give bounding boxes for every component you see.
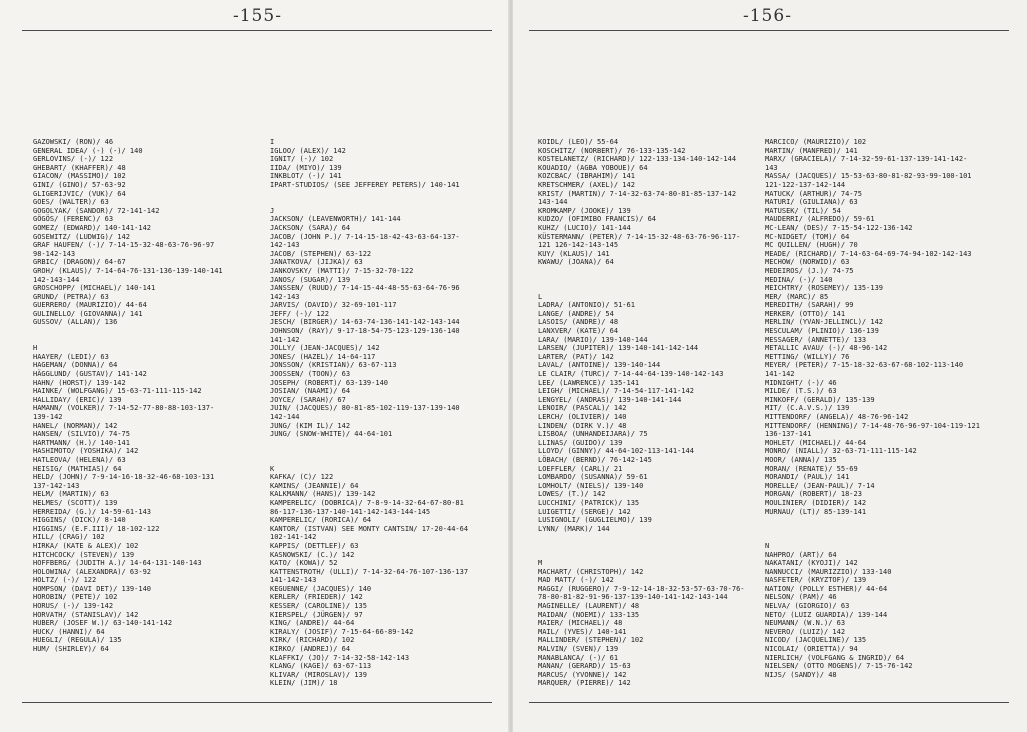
index-entry: LUCCHINI/ (PATRICK)/ 135 <box>538 498 640 507</box>
index-entry: HAINKE/ (WOLFGANG)/ 15-63-71-111-115-142 <box>33 387 202 396</box>
index-entry: LARSEN/ (JUPITER)/ 139-140-141-142-144 <box>538 344 699 353</box>
index-entry: JUIN/ (JACQUES)/ 80-81-85-102-119-137-139-140 <box>270 404 460 413</box>
index-entry: KALKMANN/ (HANS)/ 139-142 <box>270 490 376 499</box>
index-entry: KUY/ (KLAUS)/ 141 <box>538 249 610 258</box>
index-entry: JUNG/ (SNOW-WHITE)/ 44-64-101 <box>270 430 393 439</box>
index-entry: MOOR/ (ANNA)/ 135 <box>765 455 837 464</box>
index-entry: METTING/ (WILLY)/ 76 <box>765 352 850 361</box>
index-entry: JOLLY/ (JEAN-JACQUES)/ 142 <box>270 344 380 353</box>
index-entry: 121-122-137-142-144 <box>765 180 846 189</box>
index-entry: HOLOWINA/ (ALEXANDRA)/ 63-92 <box>33 567 152 576</box>
index-entry: 139-142 <box>33 413 63 421</box>
index-entry: HOROBIN/ (PETE)/ 102 <box>33 593 118 602</box>
index-entry: HEISIG/ (MATHIAS)/ 64 <box>33 464 122 473</box>
index-entry: KLIVAR/ (MIROSLAV)/ 139 <box>270 670 367 679</box>
index-entry: NELSON/ (PAM)/ 46 <box>765 593 837 602</box>
index-entry: KIRALY/ (JOSIF)/ 7-15-64-66-89-142 <box>270 627 414 636</box>
index-entry: LEE/ (LAWRENCE)/ 135-141 <box>538 378 640 387</box>
index-entry: NEUMANN/ (W.N.)/ 63 <box>765 619 846 628</box>
index-entry: JANOS/ (SUGAR)/ 139 <box>270 275 351 284</box>
index-entry: 98-142-143 <box>33 249 76 258</box>
index-entry: KAFKA/ (C)/ 122 <box>270 473 334 482</box>
left-page <box>0 0 510 732</box>
index-entry: NIJS/ (SANDY)/ 48 <box>765 670 837 679</box>
index-entry: MORANDI/ (PAUL)/ 141 <box>765 473 850 482</box>
index-entry: MEDINA/ (-)/ 140 <box>765 275 833 284</box>
index-entry: MATUCK/ (ARTHUR)/ 74-75 <box>765 189 862 198</box>
index-entry: MOHLET/ (MICHAEL)/ 44-64 <box>765 438 867 447</box>
index-entry: 142-143-144 <box>33 275 80 284</box>
index-entry: KEGUENNE/ (JACQUES)/ 140 <box>270 584 372 593</box>
index-entry: MINKOFF/ (GERALD)/ 135-139 <box>765 395 875 404</box>
index-entry: MATURI/ (GIULIANA)/ 63 <box>765 198 858 207</box>
index-entry: HORUS/ (-)/ 139-142 <box>33 602 114 611</box>
index-entry: MECHOW/ (NORWID)/ 63 <box>765 258 850 267</box>
index-entry: HAAYER/ (LEDI)/ 63 <box>33 352 109 361</box>
index-entry: 136-137-141 <box>765 430 812 439</box>
index-entry: KATO/ (KOWA)/ 52 <box>270 559 338 568</box>
blank-line <box>538 551 778 560</box>
index-entry: HAGEMAN/ (DONNA)/ 64 <box>33 361 118 370</box>
index-entry: NANNUCCI/ (MAURIZZIO)/ 133-140 <box>765 567 892 576</box>
index-entry: LAVAL/ (ANTOINE)/ 139-140-144 <box>538 361 661 370</box>
index-entry: 143 <box>765 163 778 172</box>
index-entry: HANSEN/ (SILVIO)/ 74-75 <box>33 430 130 439</box>
index-entry: HÄGGLUND/ (GUSTAV)/ 141-142 <box>33 370 147 379</box>
index-entry: GOSEWITZ/ (LUDWIG)/ 142 <box>33 232 130 241</box>
index-entry: JANSSEN/ (RUUD)/ 7-14-15-44-48-55-63-64-76-96 <box>270 284 460 293</box>
index-entry: HALLIDAY/ (ERIC)/ 139 <box>33 395 122 404</box>
top-rule-right <box>529 30 1009 31</box>
index-entry: MARTIN/ (MANFRED)/ 141 <box>765 146 858 155</box>
blank-line <box>33 327 263 336</box>
index-entry: MER/ (MARC)/ 85 <box>765 292 829 301</box>
index-entry: MITTENDORF/ (ANGELA)/ 48-76-96-142 <box>765 413 909 421</box>
blank-line <box>270 190 508 199</box>
index-entry: IPART-STUDIOS/ (SEE JEFFEREY PETERS)/ 140-141 <box>270 180 460 189</box>
index-entry: HATLEOVA/ (HELENA)/ 63 <box>33 455 126 464</box>
index-entry: MEREDITH/ (SARAH)/ 99 <box>765 301 854 310</box>
index-entry: 121 126-142-143-145 <box>538 241 619 250</box>
index-entry: MEYER/ (PETER)/ 7-15-18-32-63-67-68-102-113-140 <box>765 361 964 370</box>
index-entry: KOIDL/ (LEO)/ 55-64 <box>538 138 619 146</box>
index-entry: JUNG/ (KIM IL)/ 142 <box>270 421 351 430</box>
index-entry: KOSTELANETZ/ (RICHARD)/ 122-133-134-140-142-144 <box>538 155 737 164</box>
index-entry: MORAN/ (RENATE)/ 55-69 <box>765 464 858 473</box>
index-entry: GROSCHOPP/ (MICHAEL)/ 140-141 <box>33 284 156 293</box>
index-entry: HIRKA/ (KATE & ALEX)/ 102 <box>33 541 139 550</box>
index-entry: LÖBACH/ (BERND)/ 76-142-145 <box>538 455 652 464</box>
index-entry: JANATKOVA/ (JIJKA)/ 63 <box>270 258 363 267</box>
index-entry: LE CLAIR/ (TURC)/ 7-14-44-64-139-140-142-143 <box>538 370 724 379</box>
index-entry: JACKSON/ (SARA)/ 64 <box>270 223 351 232</box>
index-entry: HILL/ (CRAG)/ 102 <box>33 533 105 542</box>
index-entry: KAPPIS/ (DETTLEF)/ 63 <box>270 541 359 550</box>
index-entry: HUEGLI/ (REGULA)/ 135 <box>33 636 122 645</box>
blank-line <box>270 456 508 465</box>
index-entry: NICOLAI/ (ORIETTA)/ 94 <box>765 645 858 654</box>
index-entry: MURNAU/ (LT)/ 85-139-141 <box>765 507 867 516</box>
index-entry: 78-80-81-82-91-96-137-139-140-141-142-143-144 <box>538 593 728 602</box>
index-entry: JONES/ (HAZEL)/ 14-64-117 <box>270 352 376 361</box>
index-entry: NICOD/ (JACQUELINE)/ 135 <box>765 636 867 645</box>
index-entry: MAUDERRI/ (ALFREDO)/ 59-61 <box>765 215 875 224</box>
index-entry: HASHIMOTO/ (YOSHIKA)/ 142 <box>33 447 139 456</box>
index-entry: MARCUS/ (YVONNE)/ 142 <box>538 670 627 679</box>
index-entry: JEFF/ (-)/ 122 <box>270 309 330 318</box>
index-entry: GROH/ (KLAUS)/ 7-14-64-76-131-136-139-140-141 <box>33 266 223 275</box>
index-entry: GAZOWSKI/ (RON)/ 46 <box>33 138 114 146</box>
index-entry: JOSEPH/ (ROBERT)/ 63-139-140 <box>270 378 389 387</box>
index-entry: 143-144 <box>538 198 568 207</box>
index-entry: KOSCHITZ/ (NORBERT)/ 76-133-135-142 <box>538 146 686 155</box>
blank-line <box>765 525 1025 534</box>
index-entry: INKBLOT/ (-)/ 141 <box>270 172 342 181</box>
index-entry: MAGGI/ (RUGGERO)/ 7-9-12-14-18-32-53-57-63-70-76- <box>538 584 745 593</box>
index-column <box>538 138 778 688</box>
index-entry: KLEIN/ (JIM)/ 18 <box>270 679 338 688</box>
index-entry: MAD MATT/ (-)/ 142 <box>538 576 614 585</box>
index-entry: NELVA/ (GIORGIO)/ 63 <box>765 602 850 611</box>
index-column <box>765 138 1025 679</box>
index-entry: MERLIN/ (YVAN-JELLINCL)/ 142 <box>765 318 884 327</box>
index-entry: KRETSCHMER/ (AXEL)/ 142 <box>538 180 635 189</box>
index-entry: JOSIAN/ (NAAMI)/ 64 <box>270 387 351 396</box>
index-entry: MATUSEK/ (TIL)/ 54 <box>765 206 841 215</box>
blank-line <box>270 447 508 456</box>
index-entry: NASFETER/ (KRYZTOF)/ 139 <box>765 576 867 585</box>
index-entry: 142-144 <box>270 413 300 421</box>
index-entry: JOYCE/ (SARAH)/ 67 <box>270 395 346 404</box>
index-letter-heading: J <box>270 206 275 215</box>
index-entry: GINI/ (GINO)/ 57-63-92 <box>33 180 126 189</box>
index-entry: KOUADIO/ (AGBA YOBOUE)/ 64 <box>538 163 648 172</box>
index-entry: MOULINIER/ (DIDIER)/ 142 <box>765 498 867 507</box>
index-entry: MERKER/ (OTTO)/ 141 <box>765 309 846 318</box>
index-entry: MARCICO/ (MAURIZIO)/ 102 <box>765 138 867 146</box>
index-entry: KING/ (ANDRE)/ 44-64 <box>270 619 355 628</box>
index-entry: LINDEN/ (DIRK V.)/ 48 <box>538 421 627 430</box>
index-entry: HARTMANN/ (H.)/ 140-141 <box>33 438 130 447</box>
blank-line <box>270 439 508 448</box>
index-entry: 141-142-143 <box>270 576 317 585</box>
index-entry: KÜSTERMANN/ (PETER)/ 7-14-15-32-48-63-76-96-117- <box>538 232 741 241</box>
index-entry: KUHZ/ (LUCIO)/ 141-144 <box>538 223 631 232</box>
index-entry: KERLER/ (FRIEDER)/ 142 <box>270 593 363 602</box>
blank-line <box>538 533 778 542</box>
index-entry: MESSAGER/ (ANNETTE)/ 133 <box>765 335 867 344</box>
index-entry: LASOIS/ (ANDRE)/ 48 <box>538 318 619 327</box>
index-entry: MACHART/ (CHRISTOPH)/ 142 <box>538 567 644 576</box>
index-entry: KATTENSTROTH/ (ULLI)/ 7-14-32-64-76-107-136-137 <box>270 567 469 576</box>
index-entry: LEIGH/ (MICHAEL)/ 7-14-54-117-141-142 <box>538 387 694 396</box>
index-entry: LISBOA/ (UNHANDEIJARA)/ 75 <box>538 430 648 439</box>
index-entry: LOEFFLER/ (CARL)/ 21 <box>538 464 623 473</box>
index-letter-heading: I <box>270 138 275 146</box>
page-number-right: -156- <box>743 6 792 26</box>
index-entry: GENERAL IDEA/ (-) (-)/ 140 <box>33 146 143 155</box>
index-entry: JOOSSEN/ (TOON)/ 63 <box>270 370 351 379</box>
index-entry: HITCHCOCK/ (STEVEN)/ 139 <box>33 550 135 559</box>
index-entry: HOMPSON/ (DAVI DET)/ 139-140 <box>33 584 152 593</box>
index-entry: HAMANN/ (VOLKER)/ 7-14-52-77-80-88-103-137- <box>33 404 215 413</box>
index-entry: GHEBART/ (KHAFFER)/ 48 <box>33 163 126 172</box>
index-entry: NAHPRO/ (ART)/ 64 <box>765 550 837 559</box>
index-entry: JACKSON/ (LEAVENWORTH)/ 141-144 <box>270 215 401 224</box>
index-entry: KUDZO/ (OFIMIBO FRANCIS)/ 64 <box>538 215 657 224</box>
index-entry: MEDEIROS/ (J.)/ 74-75 <box>765 266 854 275</box>
blank-line <box>33 336 263 345</box>
index-entry: NEVERO/ (LUIZ)/ 142 <box>765 627 846 636</box>
index-entry: MALLINDER/ (STEPHEN)/ 102 <box>538 636 644 645</box>
index-entry: HIGGINS/ (E.F.III)/ 18-102-122 <box>33 524 160 533</box>
index-entry: LOMHOLT/ (NIELS)/ 139-140 <box>538 481 644 490</box>
index-entry: LUSIGNOLI/ (GUGLIELMO)/ 139 <box>538 516 652 525</box>
index-letter-heading: N <box>765 541 770 550</box>
index-letter-heading: L <box>538 292 543 301</box>
blank-line <box>538 284 778 293</box>
index-column <box>270 138 508 688</box>
index-entry: LYNN/ (MARK)/ 144 <box>538 524 610 533</box>
index-entry: 141-142 <box>765 370 795 379</box>
index-entry: HELD/ (JOHN)/ 7-9-14-16-18-32-46-68-103-131 <box>33 473 215 482</box>
index-entry: HIGGINS/ (DICK)/ 8-140 <box>33 516 126 525</box>
blank-line <box>538 276 778 285</box>
index-entry: LUIGETTI/ (SERGE)/ 142 <box>538 507 631 516</box>
index-column <box>33 138 263 654</box>
blank-line <box>538 267 778 276</box>
index-entry: LERCH/ (OLIVIER)/ 140 <box>538 413 627 421</box>
top-rule-left <box>22 30 492 31</box>
index-entry: NIELSEN/ (OTTO MOGENS)/ 7-15-76-142 <box>765 662 913 671</box>
index-entry: HELM/ (MARTIN)/ 63 <box>33 490 109 499</box>
index-entry: GOES/ (WALTER)/ 63 <box>33 198 109 207</box>
index-entry: JACOB/ (JOHN P.)/ 7-14-15-18-42-43-63-64-137- <box>270 232 460 241</box>
index-entry: KLANG/ (KAGE)/ 63-67-113 <box>270 662 372 671</box>
index-entry: MAIER/ (MICHAEL)/ 48 <box>538 619 623 628</box>
index-entry: MITTENDORF/ (HENNING)/ 7-14-48-76-96-97-104-119-121 <box>765 421 980 430</box>
index-entry: 141-142 <box>270 335 300 344</box>
index-entry: MORGAN/ (ROBERT)/ 18-23 <box>765 490 862 499</box>
index-entry: 102-141-142 <box>270 533 317 542</box>
index-entry: GRAF HAUFEN/ (-)/ 7-14-15-32-48-63-76-96-97 <box>33 241 215 250</box>
index-entry: MEICHTRY/ (ROSEMEY)/ 135-139 <box>765 284 884 293</box>
index-entry: MESCULAM/ (PLINIO)/ 136-139 <box>765 327 879 336</box>
bottom-rule-left <box>22 702 492 703</box>
index-entry: MORELLE/ (JEAN-PAUL)/ 7-14 <box>765 481 875 490</box>
index-entry: 142-143 <box>270 241 300 250</box>
index-entry: NAKATANI/ (KYOJI)/ 142 <box>765 559 858 568</box>
index-entry: MANABLANCA/ (-)/ 61 <box>538 653 619 662</box>
index-entry: LARA/ (MARIO)/ 139-140-144 <box>538 335 648 344</box>
index-entry: LENGYEL/ (ANDRAS)/ 139-140-141-144 <box>538 395 682 404</box>
index-entry: METALLIC AVAU/ (-)/ 48-96-142 <box>765 344 888 353</box>
index-entry: GRUND/ (PETRA)/ 63 <box>33 292 109 301</box>
index-entry: LANXVER/ (KATE)/ 64 <box>538 327 619 336</box>
index-entry: KOZCBAC/ (IBRAHIM)/ 141 <box>538 172 635 181</box>
index-entry: IIDA/ (MIYO)/ 139 <box>270 163 342 172</box>
index-entry: MARX/ (GRACIELA)/ 7-14-32-59-61-137-139-141-142- <box>765 155 968 164</box>
blank-line <box>765 516 1025 525</box>
index-entry: GOGOLYAK/ (SANDOR)/ 72-141-142 <box>33 206 160 215</box>
index-entry: GÖGÖS/ (FERENC)/ 63 <box>33 215 114 224</box>
index-entry: MIT/ (C.A.V.S.)/ 139 <box>765 404 850 413</box>
index-entry: GRBIC/ (DRAGON)/ 64-67 <box>33 258 126 267</box>
index-entry: JACOB/ (STEPHEN)/ 63-122 <box>270 249 372 258</box>
index-entry: LARTER/ (PAT)/ 142 <box>538 352 614 361</box>
index-entry: IGLOO/ (ALEX)/ 142 <box>270 146 346 155</box>
index-entry: IGNIT/ (-)/ 102 <box>270 155 334 164</box>
bottom-rule-right <box>529 702 1009 703</box>
index-entry: MONRO/ (NIALL)/ 32-63-71-111-115-142 <box>765 447 917 456</box>
index-entry: GIACON/ (MASSIMO)/ 102 <box>33 172 126 181</box>
index-entry: MILDE/ (T.S.)/ 63 <box>765 387 837 396</box>
index-entry: KIERSPEL/ (JÜRGEN)/ 97 <box>270 610 363 619</box>
index-entry: KAMPERELIC/ (DOBRICA)/ 7-8-9-14-32-64-67-80-81 <box>270 498 464 507</box>
index-entry: LANGE/ (ANDRE)/ 54 <box>538 309 614 318</box>
index-entry: HOFFBERG/ (JUDITH A.)/ 14-64-131-140-143 <box>33 559 202 568</box>
index-entry: MANAN/ (GERARD)/ 15-63 <box>538 662 631 671</box>
index-entry: HOLTZ/ (-)/ 122 <box>33 576 97 585</box>
index-entry: KAMPERELIC/ (RORICA)/ 64 <box>270 516 372 525</box>
index-entry: 142-143 <box>270 292 300 301</box>
index-entry: KAMINS/ (JEANNIE)/ 64 <box>270 481 359 490</box>
index-entry: HANEL/ (NORMAN)/ 142 <box>33 421 118 430</box>
index-entry: LOWES/ (T.)/ 142 <box>538 490 606 499</box>
index-entry: LADRA/ (ANTONIO)/ 51-61 <box>538 301 635 310</box>
index-entry: KANTOR/ (ISTVAN) SEE MONTY CANTSIN/ 17-20-44-64 <box>270 524 469 533</box>
index-entry: HORVATH/ (STANISLAV)/ 142 <box>33 610 139 619</box>
blank-line <box>270 198 508 207</box>
index-entry: GOMEZ/ (EDWARD)/ 140-141-142 <box>33 223 152 232</box>
index-entry: LLOYD/ (GINNY)/ 44-64-102-113-141-144 <box>538 447 694 456</box>
index-letter-heading: M <box>538 559 543 568</box>
index-entry: JANKOVSKY/ (MATTI)/ 7-15-32-70-122 <box>270 266 414 275</box>
index-entry: HERREIDA/ (G.)/ 14-59-61-143 <box>33 507 152 516</box>
index-entry: MIDNIGHT/ (-)/ 46 <box>765 378 837 387</box>
index-entry: JOHNSON/ (RAY)/ 9-17-18-54-75-123-129-136-140 <box>270 327 460 336</box>
blank-line <box>538 542 778 551</box>
index-entry: KWAWU/ (JOANA)/ 64 <box>538 258 614 267</box>
index-entry: LENOIR/ (PASCAL)/ 142 <box>538 404 627 413</box>
index-entry: MEADE/ (RICHARD)/ 7-14-63-64-69-74-94-102-142-143 <box>765 249 972 258</box>
index-entry: MC-NIDGET/ (TOM)/ 64 <box>765 232 850 241</box>
index-entry: MARQUER/ (PIERRE)/ 142 <box>538 679 631 688</box>
index-entry: HUBER/ (JOSEF W.)/ 63-140-141-142 <box>33 619 173 628</box>
index-entry: LOMBARDO/ (SUSANNA)/ 59-61 <box>538 473 648 482</box>
index-entry: GLIGERIJVIC/ (VUK)/ 64 <box>33 189 126 198</box>
index-entry: HUCK/ (HANNI)/ 64 <box>33 627 105 636</box>
index-entry: JARVIS/ (DAVID)/ 32-69-101-117 <box>270 301 397 310</box>
page-number-left: -155- <box>233 6 282 26</box>
index-entry: NATION/ (POLLY ESTHER)/ 44-64 <box>765 584 888 593</box>
index-entry: GERLOVINS/ (-)/ 122 <box>33 155 114 164</box>
index-entry: GUSSOV/ (ALLAN)/ 136 <box>33 318 118 327</box>
index-entry: KLAFFKI/ (JO)/ 7-14-32-58-142-143 <box>270 653 410 662</box>
index-entry: MAGINELLE/ (LAURENT)/ 48 <box>538 602 640 611</box>
index-entry: NETO/ (LUIZ GUARDIA)/ 139-144 <box>765 610 888 619</box>
index-letter-heading: H <box>33 344 38 353</box>
index-entry: KIRK/ (RICHARD)/ 102 <box>270 636 355 645</box>
index-entry: MALVIN/ (SVEN)/ 139 <box>538 645 619 654</box>
index-entry: KESSER/ (CAROLINE)/ 135 <box>270 602 367 611</box>
index-entry: LLINAS/ (GUIDO)/ 139 <box>538 438 623 447</box>
index-entry: JESCH/ (BIRGER)/ 14-63-74-136-141-142-143-144 <box>270 318 460 327</box>
index-entry: GUERRERO/ (MAURIZIO)/ 44-64 <box>33 301 147 310</box>
index-entry: NIERLICH/ (VOLFGANG & INGRID)/ 64 <box>765 653 905 662</box>
index-entry: KIRKO/ (ANDREJ)/ 64 <box>270 645 351 654</box>
index-entry: 137-142-143 <box>33 481 80 490</box>
index-entry: HUM/ (SHIRLEY)/ 64 <box>33 645 109 654</box>
index-entry: GULINELLO/ (GIOVANNA)/ 141 <box>33 309 143 318</box>
index-entry: KRIST/ (MARTIN)/ 7-14-32-63-74-80-81-85-137-142 <box>538 189 737 198</box>
index-entry: MAIDAN/ (NOEMI)/ 133-135 <box>538 610 640 619</box>
index-entry: MAIL/ (YVES)/ 140-141 <box>538 627 627 636</box>
blank-line <box>765 533 1025 542</box>
index-entry: KASNOWSKI/ (C.)/ 142 <box>270 550 355 559</box>
index-entry: HAHN/ (HORST)/ 139-142 <box>33 378 126 387</box>
index-entry: MASSA/ (JACQUES)/ 15-53-63-80-81-82-93-99-100-101 <box>765 172 972 181</box>
index-entry: JONSSON/ (KRISTIAN)/ 63-67-113 <box>270 361 397 370</box>
right-page <box>513 0 1027 732</box>
index-letter-heading: K <box>270 464 275 473</box>
index-entry: 86-117-136-137-140-141-142-143-144-145 <box>270 507 431 516</box>
index-entry: KROMKAMP/ (JOOKE)/ 139 <box>538 206 631 215</box>
index-entry: MC QUILLEN/ (HUGH)/ 70 <box>765 241 858 250</box>
index-entry: HELMES/ (SCOTT)/ 139 <box>33 498 118 507</box>
index-entry: MC-LEAN/ (DES)/ 7-15-54-122-136-142 <box>765 223 913 232</box>
